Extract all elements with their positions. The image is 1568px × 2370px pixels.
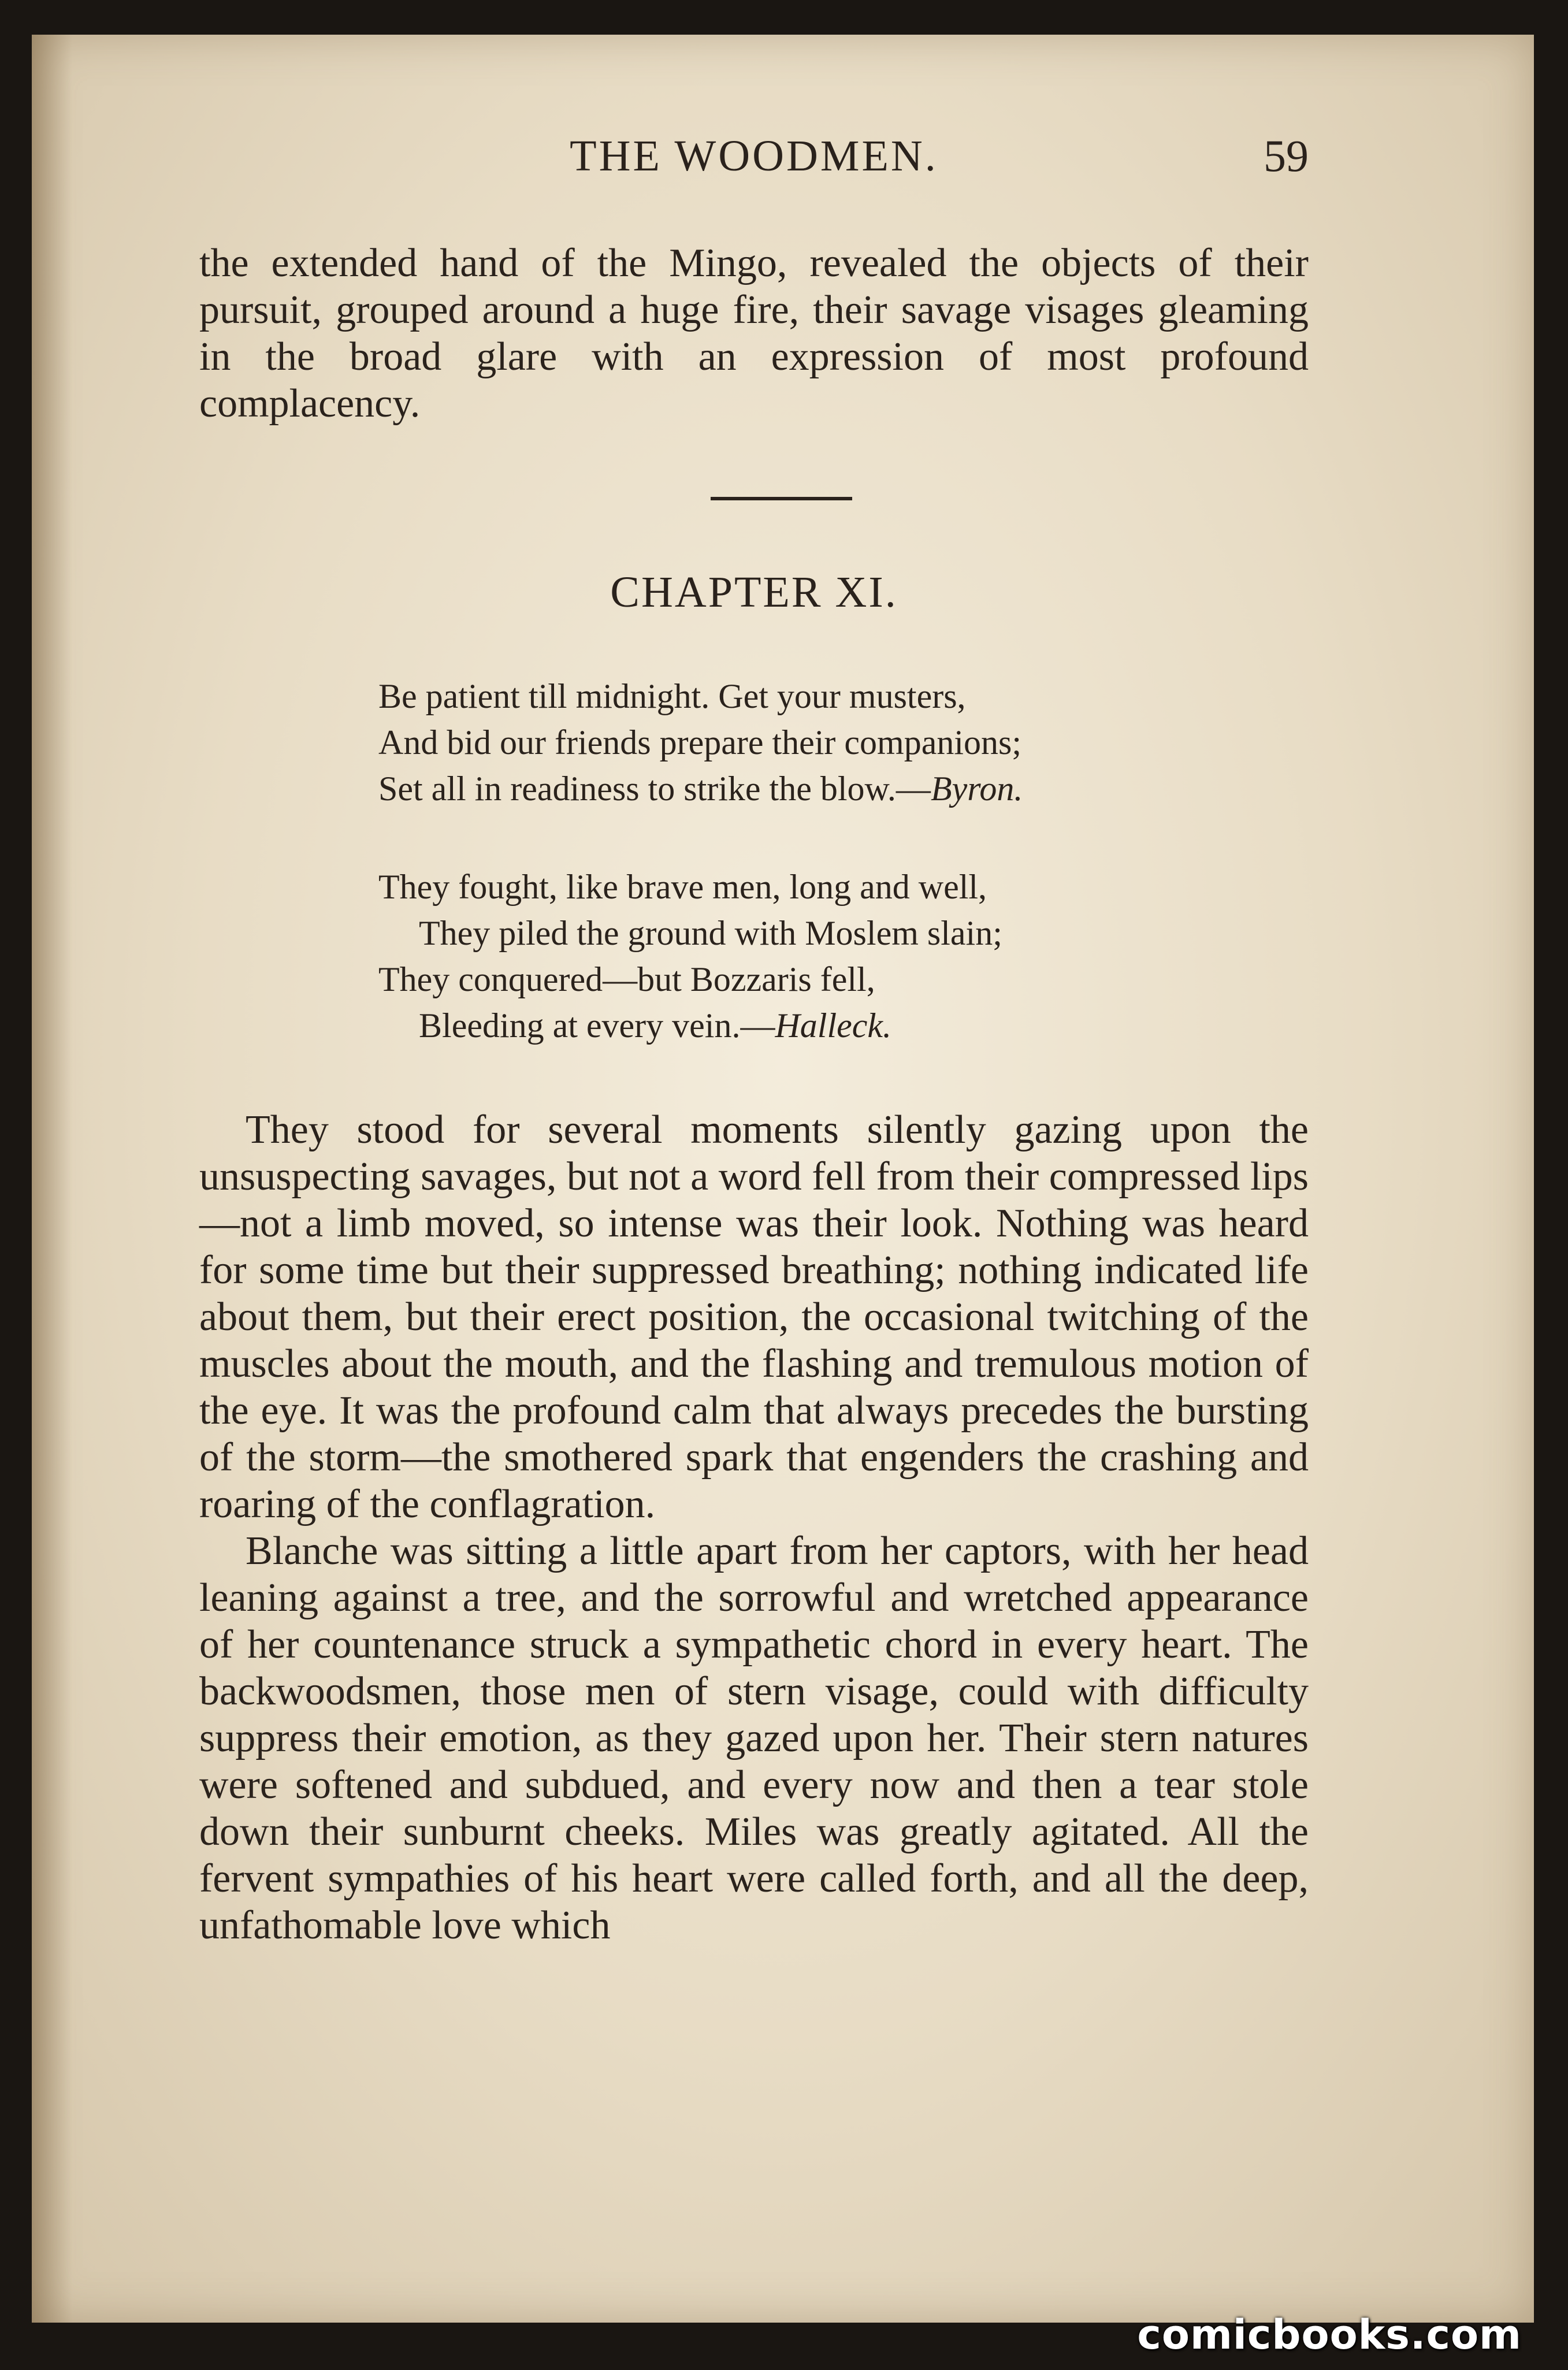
epigraph-line-text: Bleeding at every vein.— xyxy=(419,1006,775,1045)
epigraph-line xyxy=(378,766,1199,812)
epigraph-line: And bid our friends prepare their companions; xyxy=(378,723,1022,761)
opening-paragraph: the extended hand of the Mingo, revealed the objects of their pursuit, grouped around a huge fire, their savage visages gleaming in the broad glare with an expression of most profound complacency. xyxy=(199,241,1309,426)
watermark: comicbooks.com xyxy=(1137,2311,1522,2358)
epigraph-attribution: Byron. xyxy=(930,770,1023,808)
running-head xyxy=(199,127,1309,185)
epigraph-halleck xyxy=(378,864,1199,1049)
epigraph-byron xyxy=(378,673,1199,812)
running-title: THE WOODMEN. xyxy=(570,132,938,180)
epigraph-attribution: Halleck. xyxy=(775,1006,892,1045)
epigraph-line: They conquered—but Bozzaris fell, xyxy=(378,960,875,998)
epigraph-line: They piled the ground with Moslem slain; xyxy=(419,914,1002,952)
epigraph-line: Be patient till midnight. Get your musters, xyxy=(378,677,966,715)
body-paragraph: Blanche was sitting a little apart from her captors, with her head leaning against a tree, and the sorrowful and wretched appearance of her countenance struck a sympathetic chord in every heart. The backwoodsmen, those men of stern visage, could with difficulty suppress their emotion, as they gazed upon her. Their stern natures were softened and subdued, and every now and then a tear stole down their sunburnt cheeks. Miles was greatly agitated. All the fervent sympathies of his heart were called forth, and all the deep, unfathomable love which xyxy=(199,1529,1309,1948)
epigraph-line-text: Set all in readiness to strike the blow.— xyxy=(378,770,931,808)
epigraph-line: They fought, like brave men, long and well, xyxy=(378,868,987,906)
section-rule xyxy=(711,497,852,500)
body-text xyxy=(199,1106,1309,1949)
page-number: 59 xyxy=(1264,131,1309,181)
epigraph-line xyxy=(378,1002,1199,1049)
page-gutter-shadow xyxy=(32,35,72,2323)
chapter-title: CHAPTER XI. xyxy=(610,568,898,616)
opening-paragraph-block xyxy=(199,240,1309,427)
body-paragraph: They stood for several moments silently gazing upon the unsuspecting savages, but not a word fell from their compressed lips—not a limb moved, so intense was their look. Nothing was heard for some time but their suppressed breathing; nothing indicated life about them, but their erect position, the occasional twitching of the muscles about the mouth, and the flashing and tremulous motion of the eye. It was the profound calm that always precedes the bursting of the storm—the smothered spark that engenders the crashing and roaring of the conflagration. xyxy=(199,1108,1309,1526)
